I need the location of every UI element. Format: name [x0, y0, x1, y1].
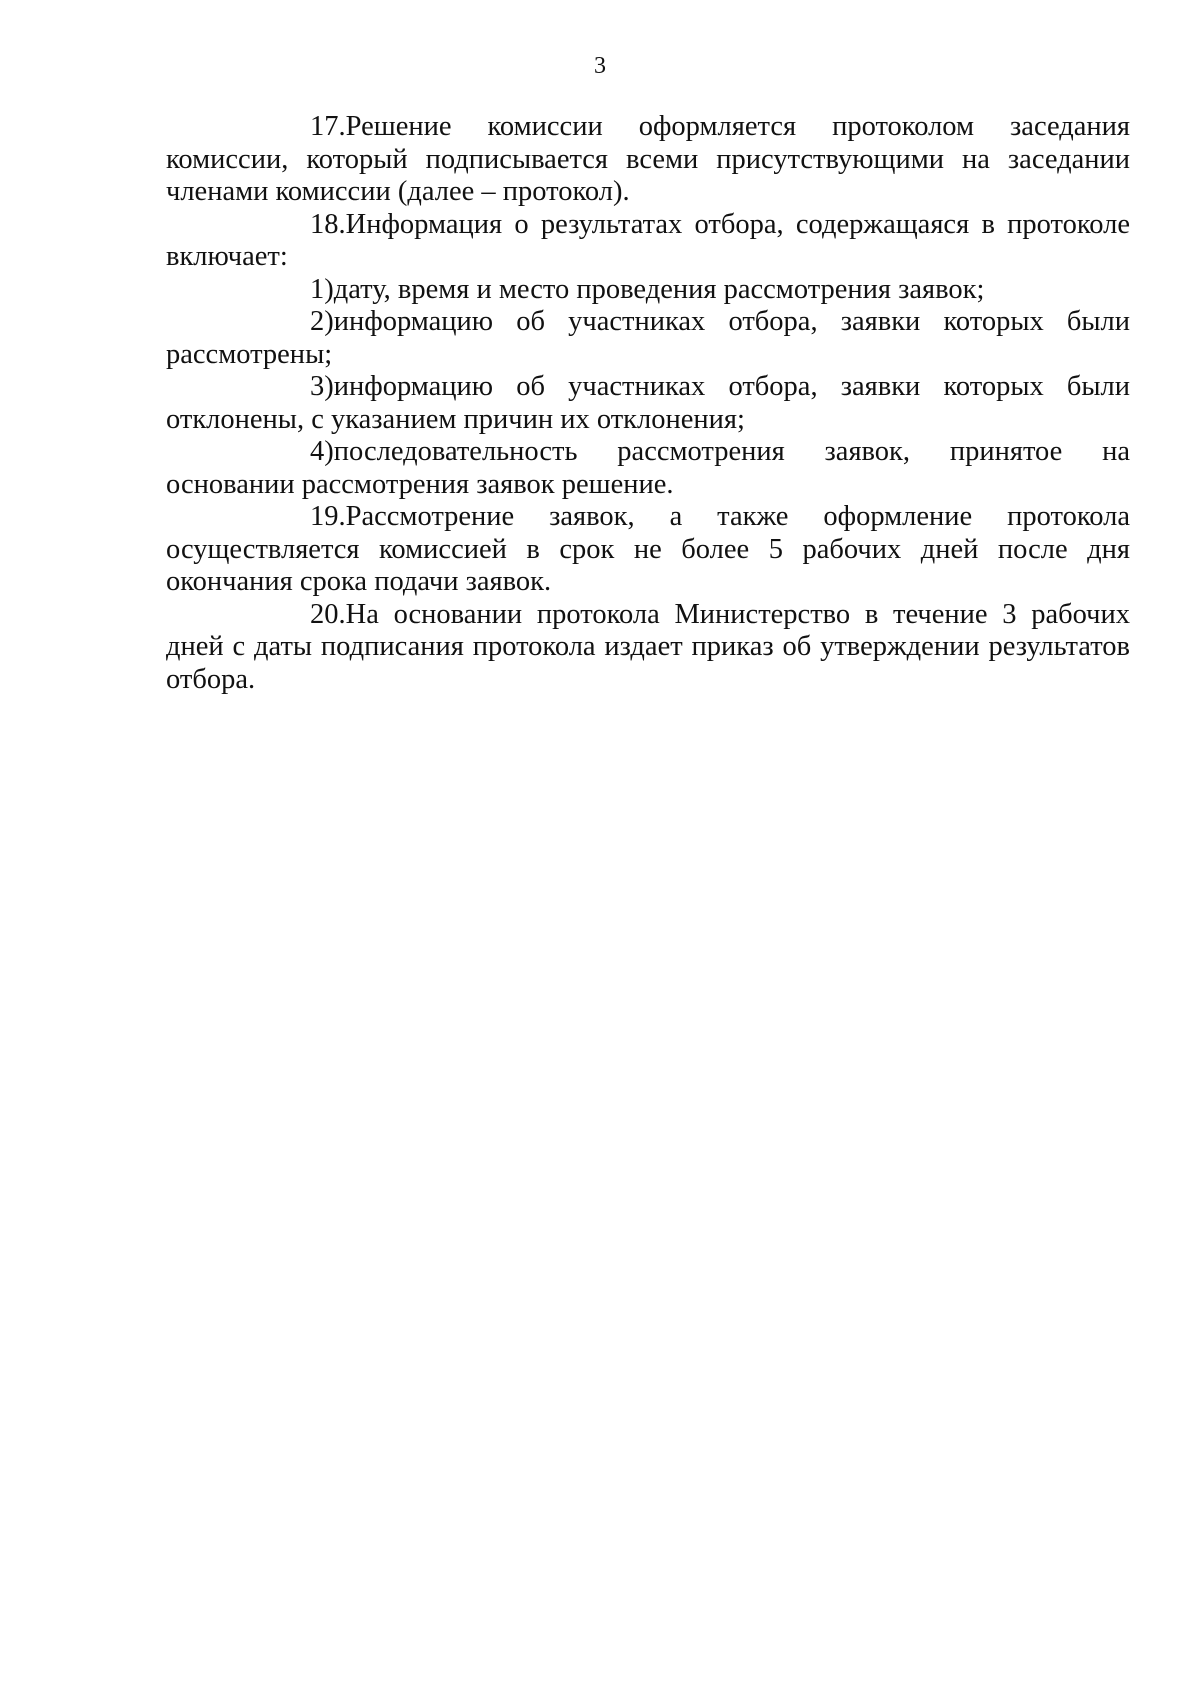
- clause-text: Решение комиссии оформляется протоколом заседания комиссии, который подписывается всеми присутствующими на заседании членами комиссии (далее – протокол).: [166, 111, 1130, 207]
- subclause-3: [166, 371, 1130, 436]
- clause-number: 17.: [310, 111, 346, 142]
- clause-number: 18.: [310, 208, 346, 240]
- clause-text: Информация о результатах отбора, содержащаяся в протоколе включает:: [166, 208, 1130, 272]
- subclause-number: 1): [310, 273, 334, 305]
- subclause-4: [166, 436, 1130, 501]
- subclause-text: информацию об участниках отбора, заявки которых были отклонены, с указанием причин их отклонения;: [166, 371, 1130, 435]
- clause-number: 19.: [310, 501, 346, 532]
- clause-text: Рассмотрение заявок, а также оформление протокола осуществляется комиссией в срок не более 5 рабочих дней после дня окончания срока подачи заявок.: [166, 501, 1130, 597]
- subclause-number: 3): [310, 371, 334, 402]
- subclause-text: последовательность рассмотрения заявок, принятое на основании рассмотрения заявок решение.: [166, 436, 1130, 500]
- subclause-1: [166, 274, 1130, 307]
- clause-text: На основании протокола Министерство в течение 3 рабочих дней с даты подписания протокола издает приказ об утверждении результатов отбора.: [166, 598, 1130, 695]
- clause-18: [166, 209, 1130, 274]
- document-body: [166, 111, 1130, 696]
- clause-20: [166, 599, 1130, 697]
- page-number: 3: [594, 53, 606, 79]
- subclause-number: 2): [310, 306, 334, 337]
- clause-19: [166, 501, 1130, 599]
- clause-number: 20.: [310, 598, 346, 630]
- clause-17: [166, 111, 1130, 209]
- subclause-2: [166, 306, 1130, 371]
- subclause-number: 4): [310, 436, 334, 467]
- subclause-text: дату, время и место проведения рассмотрения заявок;: [333, 273, 985, 305]
- subclause-text: информацию об участниках отбора, заявки которых были рассмотрены;: [166, 306, 1130, 370]
